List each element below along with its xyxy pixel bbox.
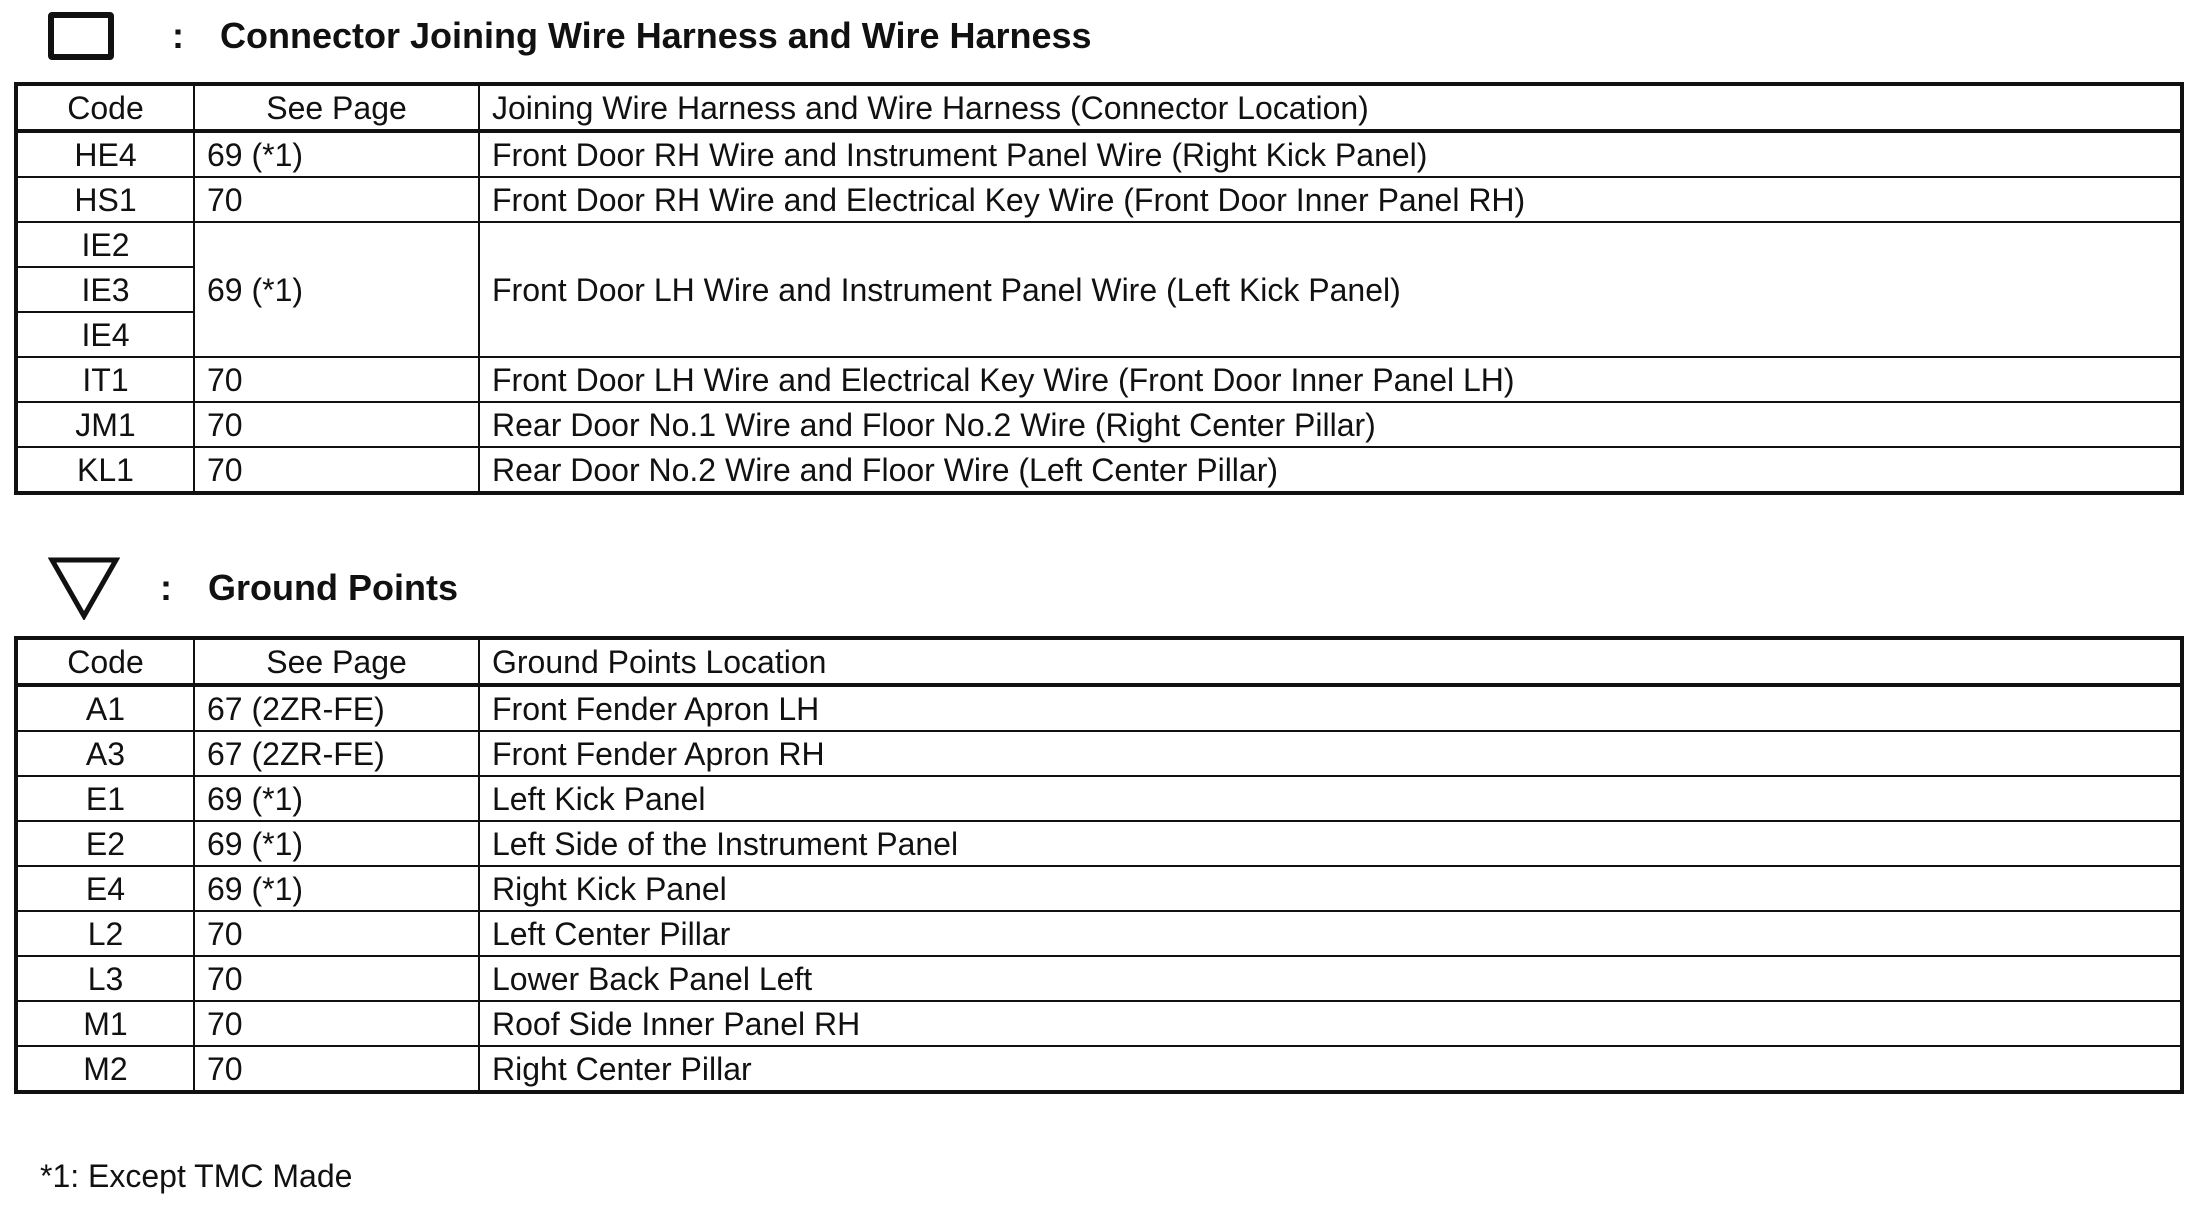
table-header-row — [16, 638, 2182, 685]
page-cell: 70 — [194, 447, 479, 493]
inverted-triangle-icon — [48, 556, 120, 620]
connector-section-heading — [48, 4, 1092, 68]
table-row — [16, 956, 2182, 1001]
table-row — [16, 177, 2182, 222]
code-cell: L3 — [16, 956, 194, 1001]
table-row — [16, 222, 2182, 267]
code-cell: IE3 — [16, 267, 194, 312]
code-header: Code — [16, 84, 194, 131]
page-cell: 70 — [194, 956, 479, 1001]
table-row — [16, 776, 2182, 821]
page-cell: 69 (*1) — [194, 866, 479, 911]
code-header: Code — [16, 638, 194, 685]
page-cell: 67 (2ZR-FE) — [194, 685, 479, 731]
code-cell: JM1 — [16, 402, 194, 447]
table-row — [16, 685, 2182, 731]
code-cell: HS1 — [16, 177, 194, 222]
footnote: *1: Except TMC Made — [40, 1158, 353, 1194]
table-row — [16, 131, 2182, 177]
page-cell: 69 (*1) — [194, 821, 479, 866]
connector-section-title: Connector Joining Wire Harness and Wire Harness — [220, 15, 1092, 56]
code-cell: A1 — [16, 685, 194, 731]
code-cell: E2 — [16, 821, 194, 866]
table-row — [16, 447, 2182, 493]
table-row — [16, 911, 2182, 956]
ground-heading-colon: : — [160, 567, 172, 608]
location-cell: Right Center Pillar — [479, 1046, 2182, 1092]
table-row — [16, 357, 2182, 402]
table-row — [16, 731, 2182, 776]
table-row — [16, 821, 2182, 866]
location-cell: Left Kick Panel — [479, 776, 2182, 821]
page-cell: 69 (*1) — [194, 131, 479, 177]
see-page-header: See Page — [194, 638, 479, 685]
page-cell: 70 — [194, 357, 479, 402]
page-cell: 69 (*1) — [194, 222, 479, 357]
page-cell: 67 (2ZR-FE) — [194, 731, 479, 776]
location-cell: Lower Back Panel Left — [479, 956, 2182, 1001]
code-cell: E4 — [16, 866, 194, 911]
location-cell: Roof Side Inner Panel RH — [479, 1001, 2182, 1046]
location-cell: Right Kick Panel — [479, 866, 2182, 911]
connector-heading-colon: : — [172, 15, 184, 56]
rectangle-icon — [48, 12, 114, 60]
location-cell: Rear Door No.1 Wire and Floor No.2 Wire (Right Center Pillar) — [479, 402, 2182, 447]
location-cell: Front Fender Apron LH — [479, 685, 2182, 731]
location-cell: Front Door LH Wire and Electrical Key Wire (Front Door Inner Panel LH) — [479, 357, 2182, 402]
code-cell: A3 — [16, 731, 194, 776]
code-cell: HE4 — [16, 131, 194, 177]
code-cell: M1 — [16, 1001, 194, 1046]
table-row — [16, 1046, 2182, 1092]
page-cell: 70 — [194, 402, 479, 447]
see-page-header: See Page — [194, 84, 479, 131]
code-cell: E1 — [16, 776, 194, 821]
location-cell: Front Door LH Wire and Instrument Panel Wire (Left Kick Panel) — [479, 222, 2182, 357]
ground-section-title: Ground Points — [208, 567, 458, 608]
code-cell: IT1 — [16, 357, 194, 402]
table-row — [16, 402, 2182, 447]
table-header-row — [16, 84, 2182, 131]
location-cell: Front Door RH Wire and Instrument Panel Wire (Right Kick Panel) — [479, 131, 2182, 177]
code-cell: KL1 — [16, 447, 194, 493]
location-cell: Front Door RH Wire and Electrical Key Wire (Front Door Inner Panel RH) — [479, 177, 2182, 222]
page-cell: 69 (*1) — [194, 776, 479, 821]
location-header: Ground Points Location — [479, 638, 2182, 685]
location-cell: Left Center Pillar — [479, 911, 2182, 956]
code-cell: IE2 — [16, 222, 194, 267]
location-cell: Front Fender Apron RH — [479, 731, 2182, 776]
code-cell: M2 — [16, 1046, 194, 1092]
code-cell: L2 — [16, 911, 194, 956]
table-row — [16, 1001, 2182, 1046]
code-cell: IE4 — [16, 312, 194, 357]
page-cell: 70 — [194, 177, 479, 222]
page-cell: 70 — [194, 1001, 479, 1046]
table-row — [16, 866, 2182, 911]
ground-section-heading — [48, 556, 458, 620]
location-cell: Rear Door No.2 Wire and Floor Wire (Left Center Pillar) — [479, 447, 2182, 493]
location-cell: Left Side of the Instrument Panel — [479, 821, 2182, 866]
page-cell: 70 — [194, 1046, 479, 1092]
page-cell: 70 — [194, 911, 479, 956]
location-header: Joining Wire Harness and Wire Harness (Connector Location) — [479, 84, 2182, 131]
ground-points-table — [14, 636, 2184, 1094]
connector-table — [14, 82, 2184, 495]
